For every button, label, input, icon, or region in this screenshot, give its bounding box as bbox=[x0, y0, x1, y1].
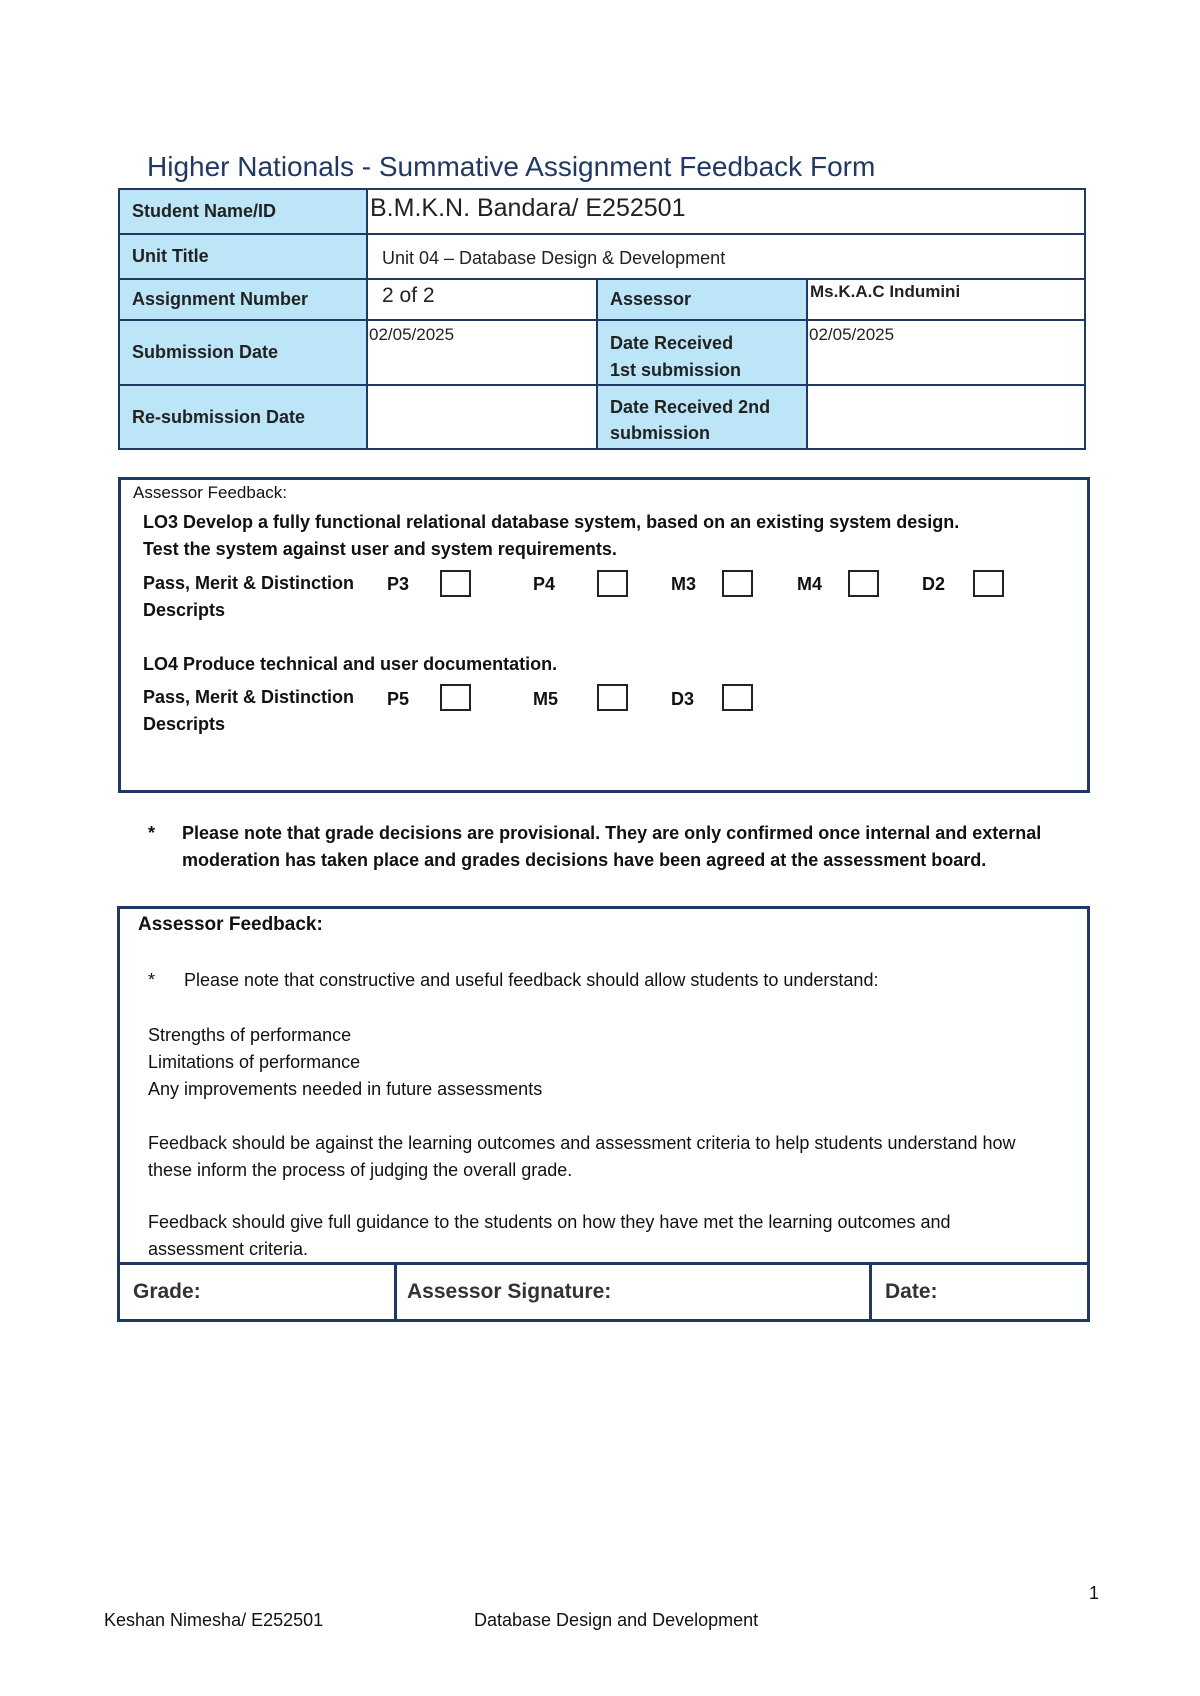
grade-label: Grade: bbox=[133, 1280, 201, 1303]
criteria-box-heading: Assessor Feedback: bbox=[133, 483, 288, 502]
criterion-label-m3: M3 bbox=[671, 574, 697, 594]
date-received-2nd-label-line2: submission bbox=[610, 423, 711, 443]
date-received-1st-value[interactable]: 02/05/2025 bbox=[806, 319, 1086, 386]
criterion-label-m5: M5 bbox=[533, 689, 559, 709]
checkbox-m3[interactable] bbox=[722, 570, 753, 597]
checkbox-d3[interactable] bbox=[722, 684, 753, 711]
feedback-para1-line2: these inform the process of judging the overall grade. bbox=[148, 1160, 573, 1180]
criterion-label-d2: D2 bbox=[922, 574, 946, 594]
checkbox-m5[interactable] bbox=[597, 684, 628, 711]
resubmission-date-value[interactable] bbox=[366, 384, 598, 450]
feedback-note-bullet: * bbox=[148, 970, 156, 990]
unit-title-label: Unit Title bbox=[118, 233, 368, 280]
page-number: 1 bbox=[1089, 1583, 1100, 1603]
date-cell[interactable] bbox=[869, 1262, 1090, 1322]
feedback-box-heading: Assessor Feedback: bbox=[138, 914, 323, 935]
date-received-1st-label bbox=[596, 319, 808, 386]
feedback-note: Please note that constructive and useful feedback should allow students to understand: bbox=[184, 970, 879, 990]
footer-author: Keshan Nimesha/ E252501 bbox=[104, 1610, 324, 1630]
date-received-2nd-label bbox=[596, 384, 808, 450]
criterion-label-p5: P5 bbox=[387, 689, 410, 709]
checkbox-p3[interactable] bbox=[440, 570, 471, 597]
resubmission-date-label: Re-submission Date bbox=[118, 384, 368, 450]
grade-cell[interactable] bbox=[117, 1262, 397, 1322]
checkbox-p5[interactable] bbox=[440, 684, 471, 711]
form-title: Higher Nationals - Summative Assignment Feedback Form bbox=[147, 151, 876, 182]
lo4-line: LO4 Produce technical and user documentation. bbox=[143, 654, 558, 674]
feedback-item-limitations: Limitations of performance bbox=[148, 1052, 361, 1072]
footer-module: Database Design and Development bbox=[474, 1610, 759, 1630]
lo3-line2: Test the system against user and system requirements. bbox=[143, 539, 617, 559]
date-received-2nd-value[interactable] bbox=[806, 384, 1086, 450]
date-label: Date: bbox=[885, 1280, 938, 1303]
checkbox-m4[interactable] bbox=[848, 570, 879, 597]
assessor-signature-cell[interactable] bbox=[394, 1262, 872, 1322]
feedback-item-strengths: Strengths of performance bbox=[148, 1025, 352, 1045]
checkbox-d2[interactable] bbox=[973, 570, 1004, 597]
lo3-descripts-line2: Descripts bbox=[143, 600, 226, 620]
assessor-value[interactable]: Ms.K.A.C Indumini bbox=[806, 278, 1086, 321]
feedback-para1-line1: Feedback should be against the learning outcomes and assessment criteria to help students understand how bbox=[148, 1133, 1016, 1153]
submission-date-label: Submission Date bbox=[118, 319, 368, 386]
date-received-1st-label-line1: Date Received bbox=[610, 333, 734, 353]
lo4-descripts-line2: Descripts bbox=[143, 714, 226, 734]
feedback-para2-line2: assessment criteria. bbox=[148, 1239, 309, 1259]
assignment-number-label: Assignment Number bbox=[118, 278, 368, 321]
criterion-label-m4: M4 bbox=[797, 574, 823, 594]
date-received-2nd-label-line1: Date Received 2nd bbox=[610, 397, 771, 417]
criterion-label-p4: P4 bbox=[533, 574, 556, 594]
feedback-item-improvements: Any improvements needed in future assessments bbox=[148, 1079, 543, 1099]
criterion-label-d3: D3 bbox=[671, 689, 695, 709]
provisional-note-bullet: * bbox=[148, 823, 156, 843]
lo4-descripts-line1: Pass, Merit & Distinction bbox=[143, 687, 355, 707]
date-received-1st-label-line2: 1st submission bbox=[610, 360, 742, 380]
provisional-note-line2: moderation has taken place and grades decisions have been agreed at the assessment board. bbox=[182, 850, 987, 870]
student-name-label: Student Name/ID bbox=[118, 188, 368, 235]
assessor-label: Assessor bbox=[596, 278, 808, 321]
unit-title-value[interactable]: Unit 04 – Database Design & Development bbox=[366, 233, 1086, 280]
assessor-signature-label: Assessor Signature: bbox=[407, 1280, 612, 1303]
criterion-label-p3: P3 bbox=[387, 574, 410, 594]
assignment-number-value[interactable]: 2 of 2 bbox=[366, 278, 598, 321]
submission-date-value[interactable]: 02/05/2025 bbox=[366, 319, 598, 386]
provisional-note-line1: Please note that grade decisions are provisional. They are only confirmed once internal and external bbox=[182, 823, 1042, 843]
lo3-line1: LO3 Develop a fully functional relational database system, based on an existing system design. bbox=[143, 512, 960, 532]
feedback-para2-line1: Feedback should give full guidance to the students on how they have met the learning outcomes and bbox=[148, 1212, 951, 1232]
lo3-descripts-line1: Pass, Merit & Distinction bbox=[143, 573, 355, 593]
student-name-value[interactable]: B.M.K.N. Bandara/ E252501 bbox=[366, 188, 1086, 235]
checkbox-p4[interactable] bbox=[597, 570, 628, 597]
